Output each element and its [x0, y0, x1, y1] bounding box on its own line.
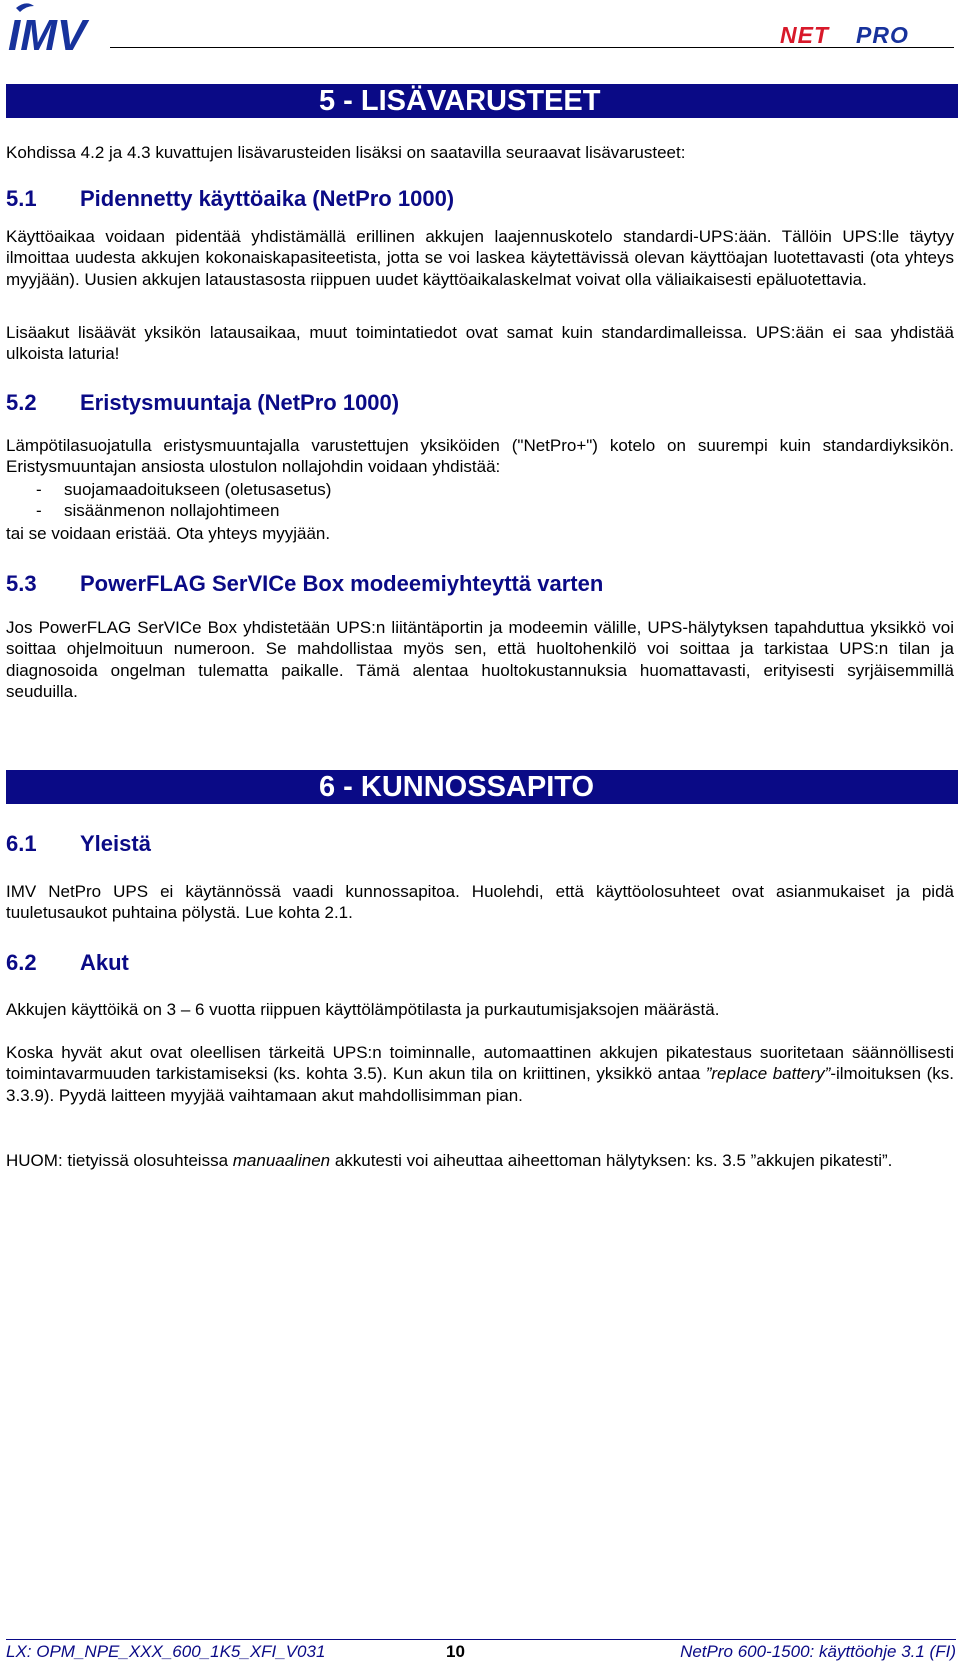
svg-text:IMV: IMV — [8, 11, 87, 56]
heading-6-2 — [6, 950, 129, 976]
para-6-2-c: HUOM: tietyissä olosuhteissa manuaalinen akkutesti voi aiheuttaa aiheettoman hälytyksen: ks. 3.5 ”akkujen pikatesti”. — [6, 1151, 893, 1170]
para-5-1-b: Lisäakut lisäävät yksikön latausaikaa, muut toimintatiedot ovat samat kuin standardimalleissa. UPS:ään ei saa yhdistää ulkoista laturia! — [6, 323, 954, 364]
header-rule — [110, 47, 954, 48]
heading-5-1 — [6, 186, 454, 212]
heading-5-3 — [6, 571, 603, 597]
heading-6-2-number: 6.2 — [6, 950, 37, 975]
neutral-options-list — [6, 479, 331, 522]
heading-6-2-title: Akut — [80, 950, 129, 975]
heading-6-1 — [6, 831, 151, 857]
page-footer — [6, 1642, 956, 1664]
imv-logo — [6, 0, 110, 56]
netpro-logo — [780, 22, 952, 46]
heading-5-3-number: 5.3 — [6, 571, 37, 596]
document-title: NetPro 600-1500: käyttöohje 3.1 (FI) — [680, 1642, 956, 1661]
heading-5-1-title: Pidennetty käyttöaika (NetPro 1000) — [80, 186, 455, 211]
section-5-banner: 5 - LISÄVARUSTEET — [6, 84, 958, 118]
replace-battery-message: ”replace battery” — [705, 1064, 831, 1084]
para-6-1: IMV NetPro UPS ei käytännössä vaadi kunnossapitoa. Huolehdi, että käyttöolosuhteet ovat asianmukaiset ja pidä tuuletusaukot puhtaina pölystä. Lue kohta 2.1. — [6, 882, 954, 923]
para-5-3: Jos PowerFLAG SerVICe Box yhdistetään UPS:n liitäntäportin ja modeemin välille, UPS-hälytyksen tapahduttua yksikkö voi soittaa ohjelmoituun numeroon. Se mahdollistaa myös sen, että huoltohenkilö voi soittaa ja tarkistaa UPS:n tilan ja diagnosoida ongelman tulematta paikalle. Tämä alentaa huoltokustannuksia huomattavasti, erityisesti syrjäisemmillä seuduilla. — [6, 618, 954, 701]
heading-5-2-title: Eristysmuuntaja (NetPro 1000) — [80, 390, 400, 415]
document-code: LX: OPM_NPE_XXX_600_1K5_XFI_V031 — [6, 1642, 326, 1661]
svg-text:NET: NET — [780, 22, 829, 46]
para-6-2-b: Koska hyvät akut ovat oleellisen tärkeitä UPS:n toiminnalle, automaattinen akkujen pikatestaus suoritetaan säännöllisesti toimintavarmuuden tarkistamiseksi (ks. kohta 3.5). Kun akun tila on kriittinen, yksikkö antaa ”replace battery”-ilmoituksen (ks. 3.3.9). Pyydä laitteen myyjää vaihtamaan akut mahdollisimman pian. — [6, 1043, 954, 1105]
para-5-2-b: tai se voidaan eristää. Ota yhteys myyjään. — [6, 524, 331, 543]
list-item: - sisäänmenon nollajohtimeen — [36, 501, 280, 521]
heading-6-1-title: Yleistä — [80, 831, 151, 856]
para-5-1-a: Käyttöaikaa voidaan pidentää yhdistämällä erillinen akkujen laajennuskotelo standardi-UPS:ään. Tällöin UPS:lle täytyy ilmoittaa uudesta akkujen kokonaiskapasiteetista, jotta se voi laskea käytettävissä olevan käyttöajan luotettavasti (ota yhteys myyjään). Uusien akkujen lataustasosta riippuen uudet käyttöaikalaskelmat voivat olla väliaikaisesti epäluotettavia. — [6, 227, 954, 289]
page-number: 10 — [446, 1642, 465, 1661]
page-header — [0, 0, 960, 60]
heading-5-3-title: PowerFLAG SerVICe Box modeemiyhteyttä varten — [80, 571, 604, 596]
heading-6-1-number: 6.1 — [6, 831, 37, 856]
section-5-intro: Kohdissa 4.2 ja 4.3 kuvattujen lisävarusteiden lisäksi on saatavilla seuraavat lisävarusteet: — [6, 143, 686, 162]
heading-5-1-number: 5.1 — [6, 186, 37, 211]
para-5-2-a: Lämpötilasuojatulla eristysmuuntajalla varustettujen yksiköiden ("NetPro+") kotelo on suurempi kuin standardiyksikön. Eristysmuuntajan ansiosta ulostulon nollajohdin voidaan yhdistää: — [6, 436, 954, 477]
svg-text:PRO: PRO — [856, 22, 909, 46]
heading-5-2 — [6, 390, 399, 416]
section-6-banner: 6 - KUNNOSSAPITO — [6, 770, 958, 804]
footer-rule — [6, 1639, 956, 1640]
list-item: - suojamaadoitukseen (oletusasetus) — [36, 480, 332, 499]
para-6-2-a: Akkujen käyttöikä on 3 – 6 vuotta riippuen käyttölämpötilasta ja purkautumisjaksojen määrästä. — [6, 1000, 720, 1019]
heading-5-2-number: 5.2 — [6, 390, 37, 415]
